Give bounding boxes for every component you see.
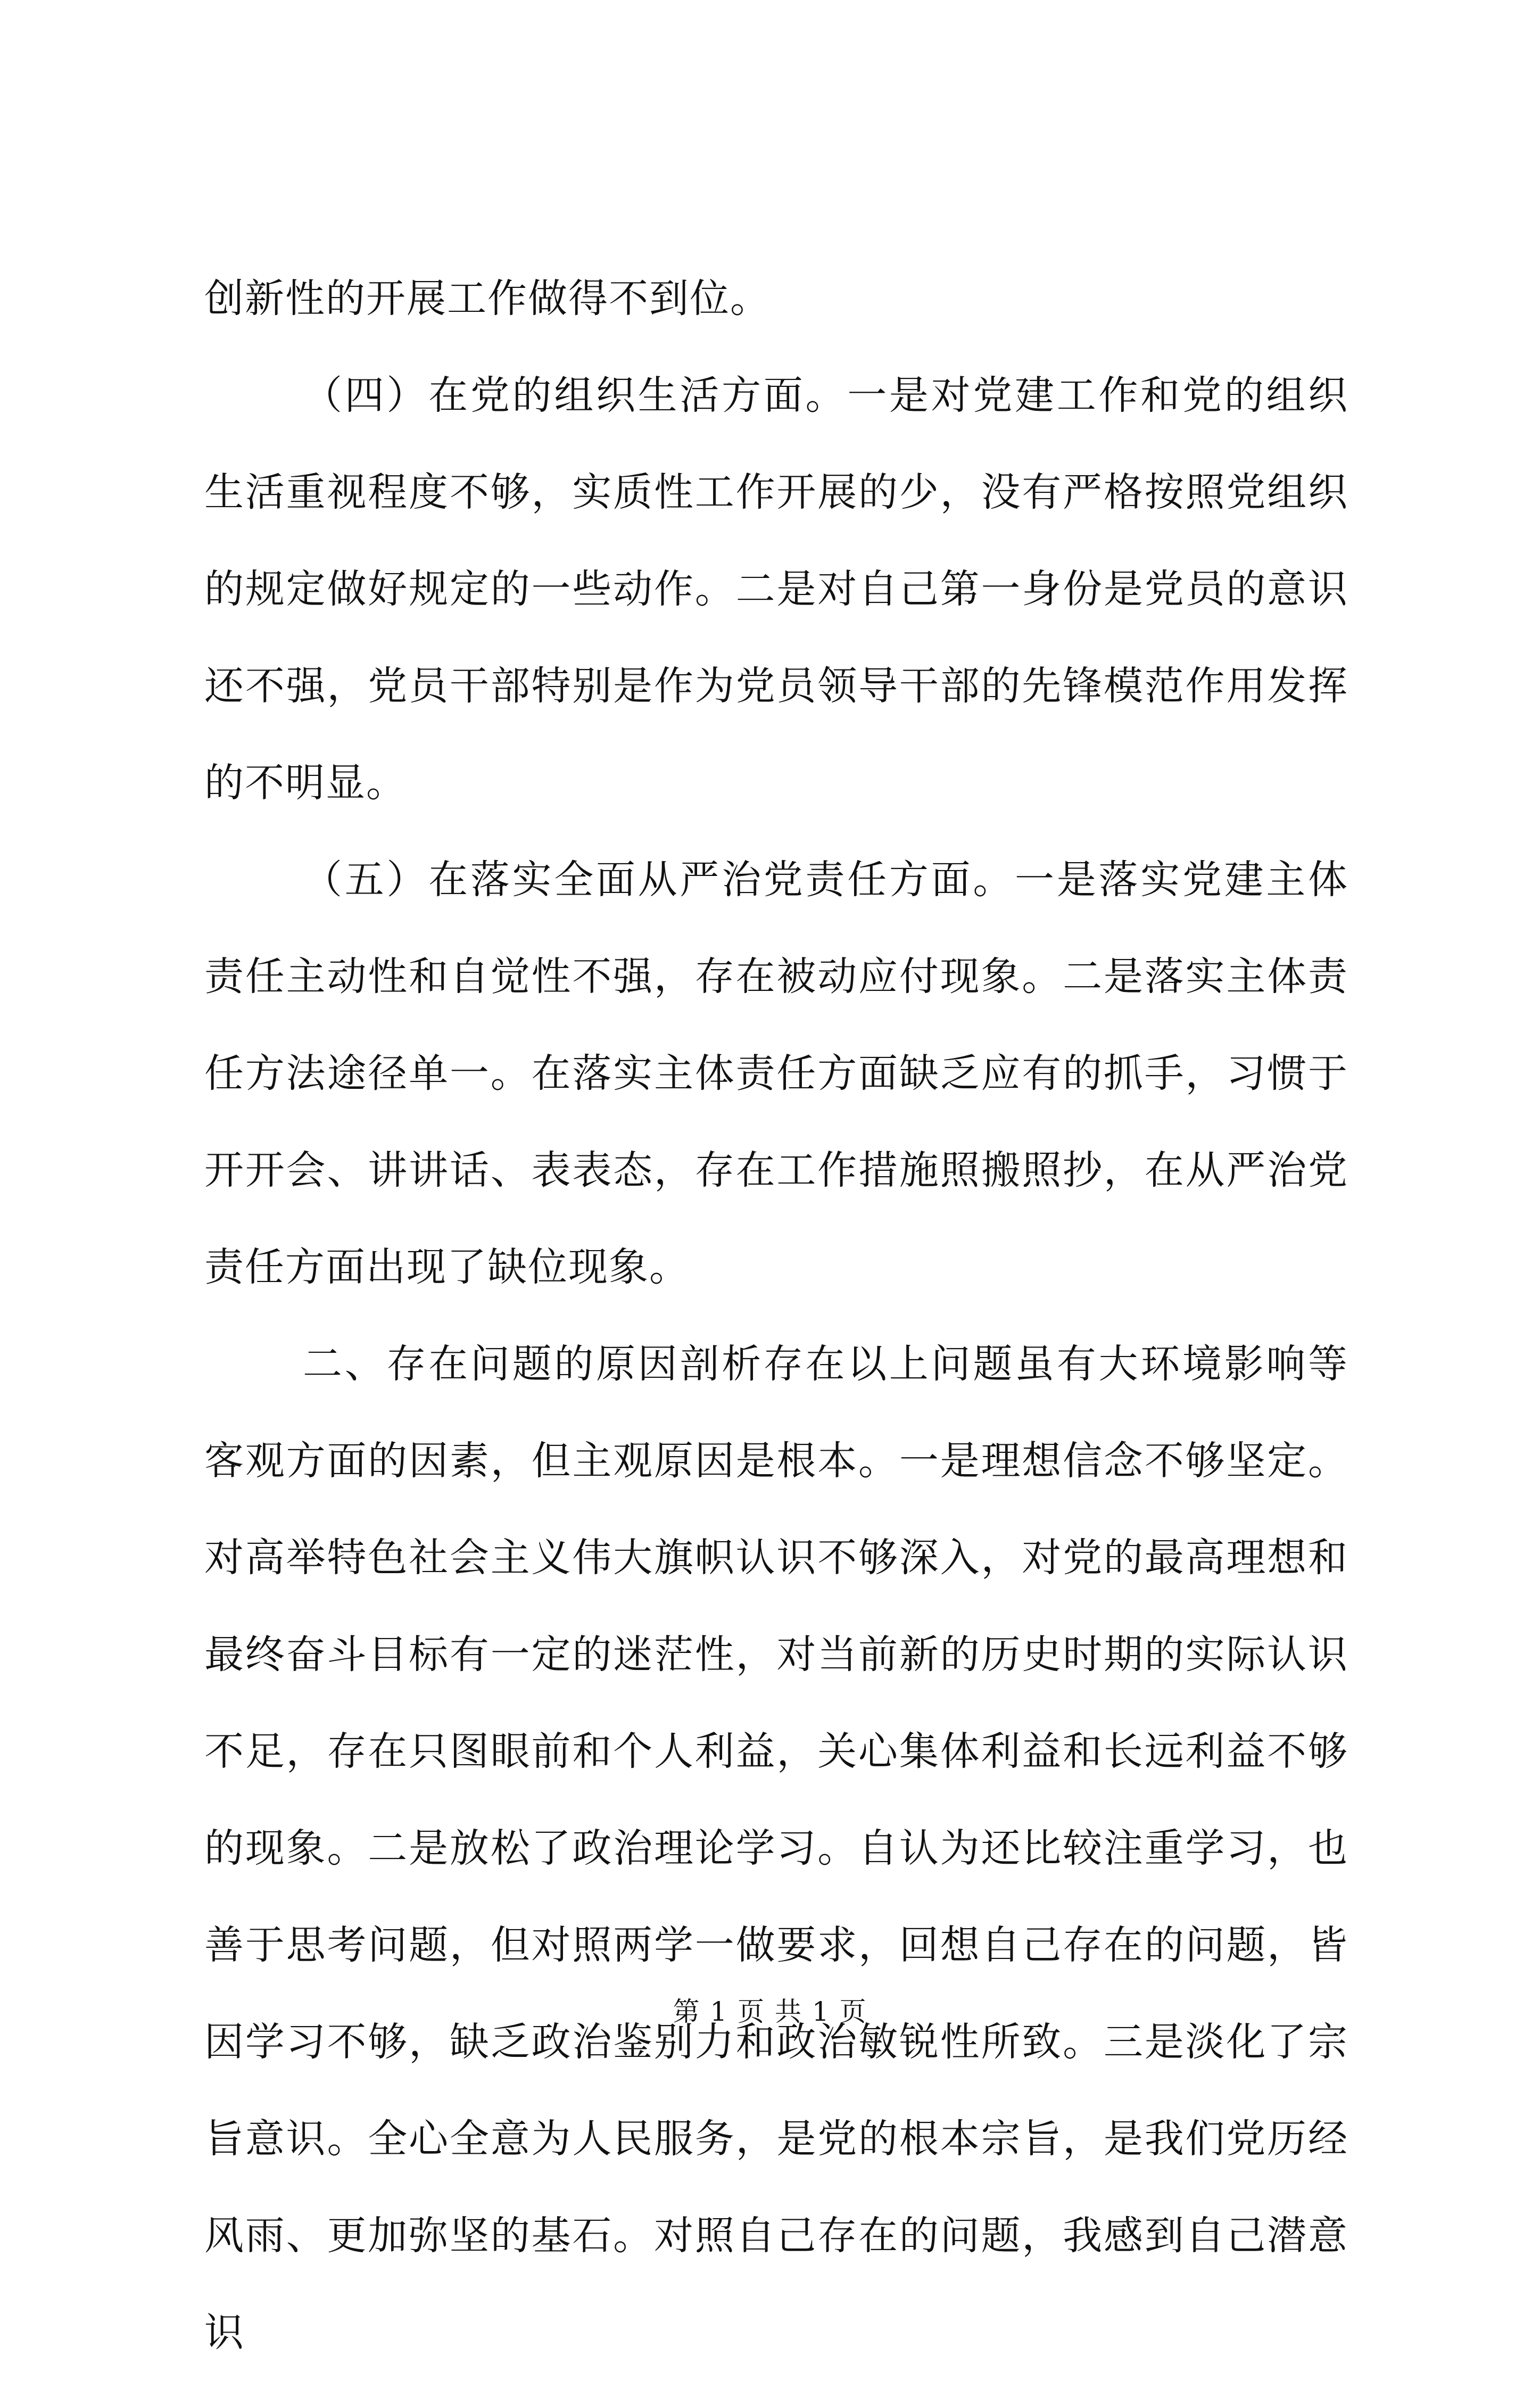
paragraph-cause-analysis: 二、存在问题的原因剖析存在以上问题虽有大环境影响等客观方面的因素，但主观原因是根本。一是理想信念不够坚定。对高举特色社会主义伟大旗帜认识不够深入，对党的最高理想和最终奋斗目标有一定的迷茫性，对当前新的历史时期的实际认识不足，存在只图眼前和个人利益，关心集体利益和长远利益不够的现象。二是放松了政治理论学习。自认为还比较注重学习，也善于思考问题，但对照两学一做要求，回想自己存在的问题，皆因学习不够，缺乏政治鉴别力和政治敏锐性所致。三是淡化了宗旨意识。全心全意为人民服务，是党的根本宗旨，是我们党历经风雨、更加弥坚的基石。对照自己存在的问题，我感到自己潜意识 — [204, 1341, 1348, 2355]
document-body — [204, 250, 1348, 2381]
paragraph-continuation: 创新性的开展工作做得不到位。 — [204, 276, 771, 321]
paragraph-party-governance-responsibility: （五）在落实全面从严治党责任方面。一是落实党建主体责任主动性和自觉性不强，存在被动应付现象。二是落实主体责任方法途径单一。在落实主体责任方面缺乏应有的抓手，习惯于开开会、讲讲话、表表态，存在工作措施照搬照抄，在从严治党责任方面出现了缺位现象。 — [204, 857, 1348, 1290]
page-footer: 第 1 页 共 1 页 — [673, 1996, 867, 2027]
paragraph-party-organization-life: （四）在党的组织生活方面。一是对党建工作和党的组织生活重视程度不够，实质性工作开展的少，没有严格按照党组织的规定做好规定的一些动作。二是对自己第一身份是党员的意识还不强，党员干部特别是作为党员领导干部的先锋模范作用发挥的不明显。 — [204, 373, 1348, 806]
